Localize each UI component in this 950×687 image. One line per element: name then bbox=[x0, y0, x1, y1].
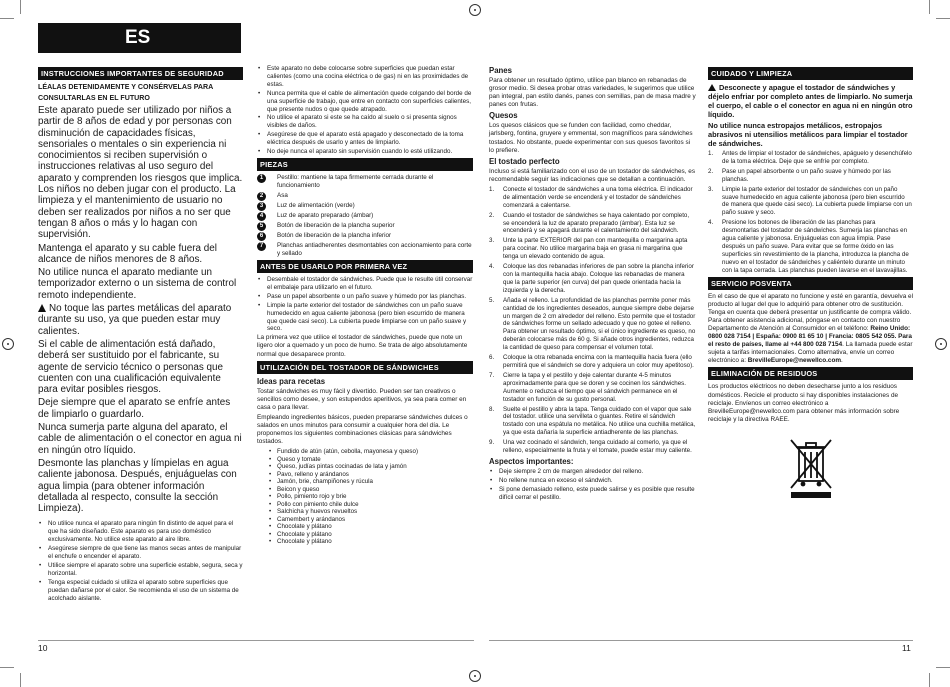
section-header-safety: INSTRUCCIONES IMPORTANTES DE SEGURIDAD bbox=[38, 67, 243, 80]
column-2 bbox=[257, 65, 473, 546]
safety-bullet-list bbox=[38, 520, 243, 602]
safety-paragraph: Nunca sumerja parte alguna del aparato, el cable de alimentación o el conector en agua ni en ningún otro líquido. bbox=[38, 422, 242, 456]
list-item: • No utilice nunca el aparato para ningún fin distinto de aquel para el que ha sido diseñado. Este aparato es para uso doméstico exclusivamente. No utilice este aparato al aire libre. bbox=[38, 520, 243, 544]
crop-line bbox=[20, 0, 21, 14]
part-number-badge: 7 bbox=[257, 242, 266, 251]
list-item: 3 Luz de alimentación (verde) bbox=[257, 202, 473, 210]
list-item: • Este aparato no debe colocarse sobre superficies que puedan estar calientes (como una cocina eléctrica o de gas) ni en las proximidades de estas. bbox=[257, 65, 473, 89]
list-item: • Desembale el tostador de sándwiches. Puede que le resulte útil conservar el embalaje para utilizarlo en el futuro. bbox=[257, 276, 473, 292]
registration-mark-left bbox=[2, 338, 14, 350]
list-item: • Limpie la parte exterior del tostador de sándwiches con un paño suave humedecido en agua caliente jabonosa (pero bien escurrido de manera que quede casi seco). La cubierta puede limpiarse con un paño suave y seco. bbox=[257, 302, 473, 334]
list-item: 1. Antes de limpiar el tostador de sándwiches, apáguelo y desenchúfelo de la toma eléctrica. Deje que se enfríe por completo. bbox=[708, 150, 912, 165]
recipe-paragraph: Empleando ingredientes básicos, pueden prepararse sándwiches dulces o salados en unos minutos para consumir a cualquier hora del día. Le proponemos los siguientes combinaciones clásicas para sándwiches tostados. bbox=[257, 413, 468, 446]
list-item: 2. Cuando el tostador de sándwiches se haya calentado por completo, se encenderá la luz de aparato preparado (ámbar). Esta luz se encenderá y se apagará durante el calentamiento del sándwich. bbox=[489, 211, 690, 235]
crop-line bbox=[0, 18, 14, 19]
list-item: • Utilice siempre el aparato sobre una superficie estable, segura, seca y horizontal. bbox=[38, 562, 243, 578]
crop-line bbox=[0, 667, 14, 668]
section-header-using: UTILIZACIÓN DEL TOSTADOR DE SÁNDWICHES bbox=[257, 361, 473, 374]
registration-mark-top bbox=[469, 4, 481, 16]
list-item: • Camembert y arándanos bbox=[269, 516, 473, 524]
section-header-care: CUIDADO Y LIMPIEZA bbox=[708, 67, 913, 80]
perfect-toast-title: El tostado perfecto bbox=[489, 156, 560, 166]
list-item: 4 Luz de aparato preparado (ámbar) bbox=[257, 212, 473, 220]
part-number-badge: 6 bbox=[257, 232, 266, 241]
care-warning-2: No utilice nunca estropajos metálicos, estropajos abrasivos ni utensilios metálicos para limpiar el tostador de sándwiches. bbox=[708, 121, 908, 148]
section-header-parts: PIEZAS bbox=[257, 158, 473, 171]
part-number-badge: 1 bbox=[257, 174, 266, 183]
section-header-after-sales: SERVICIO POSVENTA bbox=[708, 277, 913, 290]
perfect-toast-paragraph: Incluso si está familiarizado con el uso de un tostador de sándwiches, es recomendable seguir las indicaciones que se detallan a continuación. bbox=[489, 167, 696, 183]
list-item: • No rellene nunca en exceso el sándwich. bbox=[489, 477, 696, 485]
section-header-first-use: ANTES DE USARLO POR PRIMERA VEZ bbox=[257, 260, 473, 273]
column-1 bbox=[38, 65, 243, 603]
bread-title: Panes bbox=[489, 66, 512, 75]
list-item: 1. Conecte el tostador de sándwiches a una toma eléctrica. El indicador de alimentación verde se encenderá y el tostador de sándwiches comenzará a calentarse. bbox=[489, 185, 693, 209]
column-4 bbox=[708, 65, 913, 500]
safety-bullet-list-cont bbox=[257, 65, 473, 156]
care-steps-list bbox=[708, 150, 913, 275]
steps-list bbox=[489, 186, 696, 455]
safety-paragraph: Mantenga el aparato y su cable fuera del alcance de niños menores de 8 años. bbox=[38, 242, 217, 265]
language-tag: ES bbox=[38, 23, 241, 53]
list-item: • Deje siempre 2 cm de margen alrededor del relleno. bbox=[489, 468, 696, 476]
safety-paragraph: No utilice nunca el aparato mediante un temporizador externo o un sistema de control remoto independiente. bbox=[38, 267, 237, 301]
safety-warning-paragraph bbox=[38, 303, 243, 337]
list-item: 5. Añada el relleno. La profundidad de las planchas permite poner más cantidad de los ingredientes deseados, aunque siempre debe dejarse un margen de 2 cm alrededor del relleno. Esto permite que el tostador de sándwiches forme un sellado adecuado y que no gotee el relleno. Para obtener un resultado óptimo, si el único ingrediente es queso, no deberán colocarse más de 60 g. Si añade otros ingredientes, reduzca la cantidad de queso para compensar el volumen total. bbox=[489, 296, 696, 352]
list-item: • Asegúrese de que el aparato está apagado y desconectado de la toma eléctrica después de usarlo y antes de limpiarlo. bbox=[257, 131, 473, 147]
list-item: 5 Botón de liberación de la plancha superior bbox=[257, 222, 473, 230]
safety-subtitle-1: LÉALAS DETENIDAMENTE Y CONSÉRVELAS PARA bbox=[38, 83, 214, 91]
page-number-left: 10 bbox=[38, 643, 48, 653]
part-number-badge: 3 bbox=[257, 202, 266, 211]
list-item: • Fundido de atún (atún, cebolla, mayonesa y queso) bbox=[269, 448, 473, 456]
list-item: • Asegúrese siempre de que tiene las manos secas antes de manipular el enchufe o encender el aparato. bbox=[38, 545, 243, 561]
list-item: • Chocolate y plátano bbox=[269, 523, 473, 531]
important-aspects-list bbox=[489, 468, 696, 502]
crop-line bbox=[936, 18, 950, 19]
safety-subtitle-2: CONSULTARLAS EN EL FUTURO bbox=[38, 94, 150, 102]
list-item: • Si pone demasiado relleno, este puede salirse y es posible que resulte difícil cerrar el pestillo. bbox=[489, 486, 696, 502]
list-item: 6. Coloque la otra rebanada encima con la mantequilla hacia fuera (ello permitirá que el sándwich se dore y adquiera un color muy apetitoso). bbox=[489, 354, 694, 369]
first-use-note: La primera vez que utilice el tostador de sándwiches, puede que note un ligero olor a quemado y un poco de humo. Se trata de algo absolutamente normal que desaparece pronto. bbox=[257, 334, 468, 358]
list-item: 7 Planchas antiadherentes desmontables con accionamiento para corte y sellado bbox=[257, 242, 473, 258]
list-item: • Beicon y queso bbox=[269, 486, 473, 494]
parts-list bbox=[257, 174, 473, 258]
list-item: 3. Unte la parte EXTERIOR del pan con mantequilla o margarina apta para cocinar. No utilice margarina baja en grasa ni margarina que tenga un elevado contenido de agua. bbox=[489, 237, 688, 261]
list-item: • Pavo, relleno y arándanos bbox=[269, 471, 473, 479]
first-use-list bbox=[257, 276, 473, 333]
cheese-paragraph: Los quesos clásicos que se funden con facilidad, como cheddar, jarlsberg, fontina, gruyere y emmental, son magníficos para sándwiches tostados. No obstante, puede experimentar con sus quesos favoritos si lo prefiere. bbox=[489, 122, 693, 154]
important-aspects-title: Aspectos importantes: bbox=[489, 456, 574, 466]
list-item: • Queso y tomate bbox=[269, 456, 473, 464]
list-item: 2 Asa bbox=[257, 192, 473, 200]
list-item: • Pollo, pimiento rojo y brie bbox=[269, 493, 473, 501]
list-item: • Queso, judías pintas cocinadas de lata y jamón bbox=[269, 463, 473, 471]
bread-paragraph: Para obtener un resultado óptimo, utilice pan blanco en rebanadas de grosor medio. Si desea probar otras variedades, le sugerimos que utilice pan integral, pan estilo danés, panes con semillas, pan de masa madre y panes con frutas. bbox=[489, 77, 696, 109]
list-item: • Salchicha y huevos revueltos bbox=[269, 508, 473, 516]
list-item: 8. Suelte el pestillo y abra la tapa. Tenga cuidado con el vapor que sale del tostador. utilice una servilleta o guantes. Retire el sándwich tostado con una espátula no metálica. No utilice una cuchilla metálica, ya que esta dañaría la superficie antiadherente de las planchas. bbox=[489, 405, 696, 437]
crop-line bbox=[20, 673, 21, 687]
crossed-out-bin-icon bbox=[787, 436, 835, 500]
list-item: 4. Presione los botones de liberación de las planchas para desmontarlas del tostador de sándwiches. Sumerja las planchas en agua caliente y jabonosa. Enjuáguelas con agua limpia. Pase después un paño suave. Para evitar que se forme óxido en las superficies sin revestimiento de la plancha, introduzca la plancha de nuevo en el tostador de sándwiches y caliéntelo durante un minuto con la tapa cerrada. Las planchas pueden lavarse en el lavavajillas. bbox=[708, 219, 909, 274]
footer-rule-left bbox=[38, 640, 474, 641]
cheese-title: Quesos bbox=[489, 111, 518, 121]
list-item: • Chocolate y plátano bbox=[269, 531, 473, 539]
list-item: 6 Botón de liberación de la plancha inferior bbox=[257, 232, 473, 240]
safety-paragraph: Desmonte las planchas y límpielas en agua caliente jabonosa. Después, enjuáguelas con agua limpia (para obtener información detallada al respecto, consulte la sección Limpieza). bbox=[38, 457, 237, 515]
safety-paragraph: Deje siempre que el aparato se enfríe antes de limpiarlo o guardarlo. bbox=[38, 397, 231, 420]
part-number-badge: 4 bbox=[257, 212, 266, 221]
warning-triangle-icon bbox=[38, 304, 46, 312]
crop-line bbox=[929, 0, 930, 14]
ingredients-list bbox=[257, 448, 473, 546]
list-item: 1 Pestillo: mantiene la tapa firmemente cerrada durante el funcionamiento bbox=[257, 174, 473, 190]
care-warning: Desconecte y apague el tostador de sándwiches y déjelo enfriar por completo antes de limpiarlo. No sumerja el cuerpo, el cable o el conector en agua ni en ningún otro líquido. bbox=[708, 83, 913, 119]
registration-mark-right bbox=[935, 338, 947, 350]
safety-paragraph: Si el cable de alimentación está dañado, deberá ser sustituido por el fabricante, su agente de servicio técnico o personas que cuenten con una cualificación equivalente para evitar posibles riesgos. bbox=[38, 338, 224, 396]
list-item: 2. Pase un papel absorbente o un paño suave y húmedo por las planchas. bbox=[708, 167, 891, 183]
list-item: 7. Cierre la tapa y el pestillo y deje calentar durante 4-5 minutos aproximadamente para que se doren y se cocinen los sándwiches. Aumente o reduzca el tiempo que el sándwich permanece en el tostador en función de su gusto personal. bbox=[489, 371, 686, 403]
footer-rule-right bbox=[489, 640, 913, 641]
safety-paragraph: Este aparato puede ser utilizado por niños a partir de 8 años de edad y por personas con disminución de capacidades físicas, sensoriales o mentales o sin experiencia ni conocimientos si reciben supervisión o instrucciones relativas al uso seguro del aparato y comprenden los riesgos que implica. Los niños no deben jugar con el producto. La limpieza y el mantenimiento de usuario no deben ser realizados por niños a no ser que tengan 8 años o más y lo hagan con supervisión. bbox=[38, 105, 243, 241]
warning-text: No toque las partes metálicas del aparato durante su uso, ya que pueden estar muy calientes. bbox=[38, 303, 232, 337]
list-item: • Tenga especial cuidado si utiliza el aparato sobre superficies que puedan dañarse por el calor. Se recomienda el uso de un sistema de acolchado aislante. bbox=[38, 579, 243, 603]
list-item: 4. Coloque las dos rebanadas inferiores de pan sobre la plancha inferior con la mantequilla hacia abajo. Coloque las rebanadas de manera que la parte superior (en curva) del pan quede orientada hacia la izquierda y la derecha. bbox=[489, 263, 694, 294]
list-item: • No utilice el aparato si este se ha caído al suelo o si presenta signos visibles de daños. bbox=[257, 114, 473, 130]
waste-paragraph: Los productos eléctricos no deben desecharse junto a los residuos domésticos. Recicle el producto si hay disponibles instalaciones de reciclaje. Envíenos un correo electrónico a BrevilleEurope@newellco.com para obtener más información sobre reciclaje y la directiva RAEE. bbox=[708, 383, 900, 423]
list-item: • Pollo con pimiento chile dulce bbox=[269, 501, 473, 509]
list-item: 3. Limpie la parte exterior del tostador de sándwiches con un paño suave humedecido en agua caliente jabonosa (pero bien escurrido de manera que quede casi seco). La cubierta puede limpiarse con un paño suave y seco. bbox=[708, 185, 912, 217]
after-sales-paragraph: En el caso de que el aparato no funcione y esté en garantía, devuelva el producto al lugar del que lo adquirió para obtener otro de sustitución. Tenga en cuenta que deberá presentar un justificante de compra válido. Para obtener asistencia adicional, póngase en contacto con nuestro Departamento de Atención al Consumidor en el teléfono: Reino Unido: 0800 028 7154 | España: 0900 81 65 10 | Francia: 0805 542 055. Para el resto de países, llame al +44 800 028 7154. La llamada puede estar sujeta a tarifas internacionales. Como alternativa, envíe un correo electrónico a: BrevilleEurope@newellco.com. bbox=[708, 292, 913, 365]
list-item: 9. Una vez cocinado el sándwich, tenga cuidado al comerlo, ya que el relleno, especialmente la fruta y el tomate, puede estar muy caliente. bbox=[489, 439, 692, 455]
recipe-ideas-title: Ideas para recetas bbox=[257, 376, 326, 386]
list-item: • Jamón, brie, champiñones y rúcula bbox=[269, 478, 473, 486]
list-item: • Pase un papel absorbente o un paño suave y húmedo por las planchas. bbox=[257, 293, 473, 301]
part-number-badge: 5 bbox=[257, 222, 266, 231]
list-item: • Chocolate y plátano bbox=[269, 538, 473, 546]
recipe-paragraph: Tostar sándwiches es muy fácil y divertido. Pueden ser tan creativos o sencillos como desee, y son estupendos aperitivos, ya sea para comer en casa o para llevar. bbox=[257, 387, 467, 411]
list-item: • Nunca permita que el cable de alimentación quede colgando del borde de una superficie de trabajo, que entre en contacto con superficies calientes, que presente nudos o que quede atrapado. bbox=[257, 90, 473, 114]
crop-line bbox=[929, 673, 930, 687]
crop-line bbox=[936, 667, 950, 668]
list-item: • No deje nunca el aparato sin supervisión cuando lo esté utilizando. bbox=[257, 148, 473, 156]
page-number-right: 11 bbox=[902, 643, 911, 653]
column-3 bbox=[489, 65, 696, 503]
warning-triangle-icon bbox=[708, 84, 716, 91]
registration-mark-bottom bbox=[469, 670, 481, 682]
part-number-badge: 2 bbox=[257, 192, 266, 201]
section-header-waste: ELIMINACIÓN DE RESIDUOS bbox=[708, 367, 913, 380]
